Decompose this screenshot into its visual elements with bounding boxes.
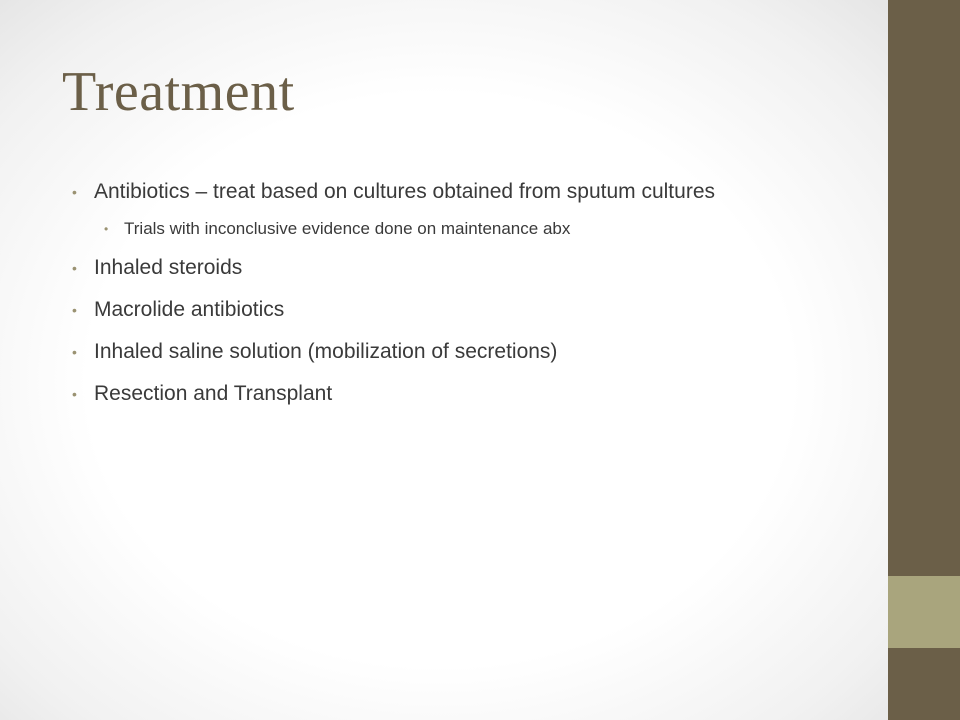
bullet-text: Inhaled saline solution (mobilization of secretions)	[94, 340, 558, 363]
bullet-text: Trials with inconclusive evidence done on maintenance abx	[124, 219, 571, 238]
bullet-icon: •	[72, 302, 77, 318]
bullet-icon: •	[72, 260, 77, 276]
bullet-item	[72, 252, 812, 284]
side-accent-block	[888, 576, 960, 648]
bullet-item	[72, 176, 812, 208]
bullet-icon: •	[72, 386, 77, 402]
bullet-icon: •	[72, 344, 77, 360]
sub-bullet-item	[104, 216, 812, 242]
bullet-text: Macrolide antibiotics	[94, 298, 285, 321]
bullet-item	[72, 336, 812, 368]
bullet-icon: •	[72, 184, 77, 200]
slide-title: Treatment	[62, 61, 295, 123]
bullet-item	[72, 294, 812, 326]
bullet-text: Resection and Transplant	[94, 382, 333, 405]
bullet-list	[72, 176, 812, 420]
bullet-text: Inhaled steroids	[94, 256, 243, 279]
bullet-text: Antibiotics – treat based on cultures obtained from sputum cultures	[94, 180, 715, 203]
bullet-icon: •	[104, 222, 109, 236]
bullet-item	[72, 378, 812, 410]
